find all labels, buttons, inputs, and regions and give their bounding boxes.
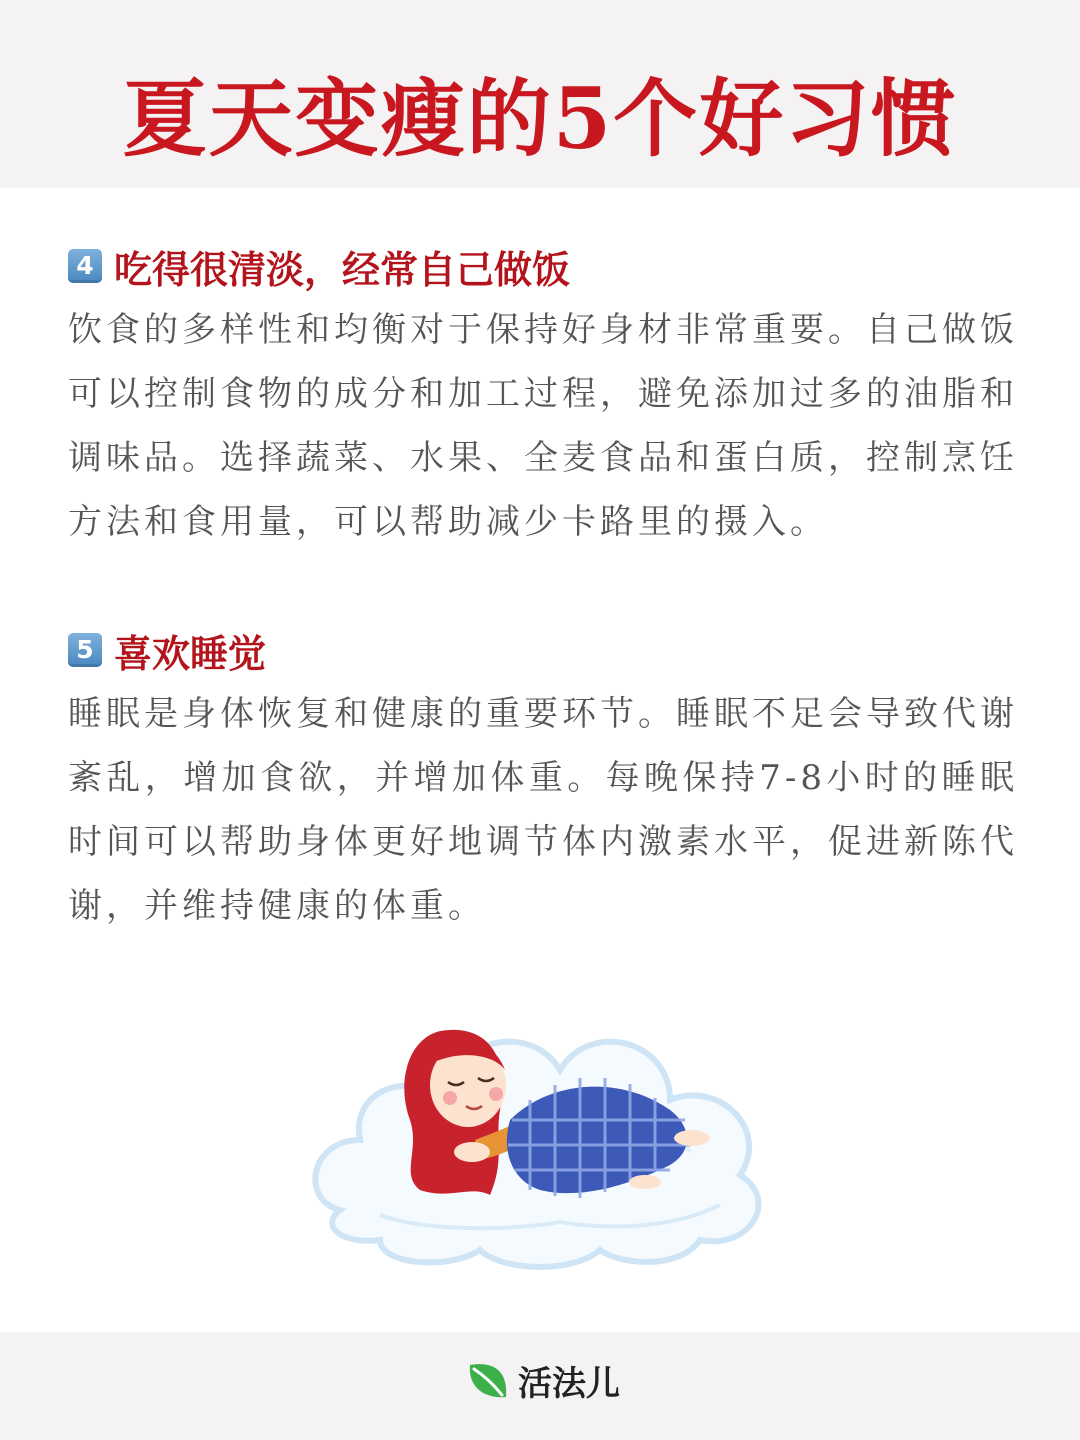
section-heading [68, 622, 1018, 678]
section-heading [68, 238, 1018, 294]
number-4-icon: 4 [68, 249, 102, 283]
section-4 [68, 238, 1018, 554]
section-heading-text: 喜欢睡觉 [114, 630, 267, 676]
sleeping-girl-illustration [300, 960, 780, 1280]
page-title: 夏天变瘦的5个好习惯 [122, 69, 958, 168]
brand-name: 活法儿 [518, 1364, 620, 1404]
brand-logo [464, 1356, 620, 1405]
section-heading-text: 吃得很清淡，经常自己做饭 [114, 246, 571, 292]
section-5 [68, 622, 1018, 938]
section-body: 睡眠是身体恢复和健康的重要环节。睡眠不足会导致代谢紊乱，增加食欲，并增加体重。每晚保持7-8小时的睡眠时间可以帮助身体更好地调节体内激素水平，促进新陈代谢，并维持健康的体重。 [68, 694, 1018, 926]
number-5-icon: 5 [68, 633, 102, 667]
section-body: 饮食的多样性和均衡对于保持好身材非常重要。自己做饭可以控制食物的成分和加工过程，避免添加过多的油脂和调味品。选择蔬菜、水果、全麦食品和蛋白质，控制烹饪方法和食用量，可以帮助减少卡路里的摄入。 [68, 310, 1018, 542]
leaf-icon [464, 1357, 512, 1405]
